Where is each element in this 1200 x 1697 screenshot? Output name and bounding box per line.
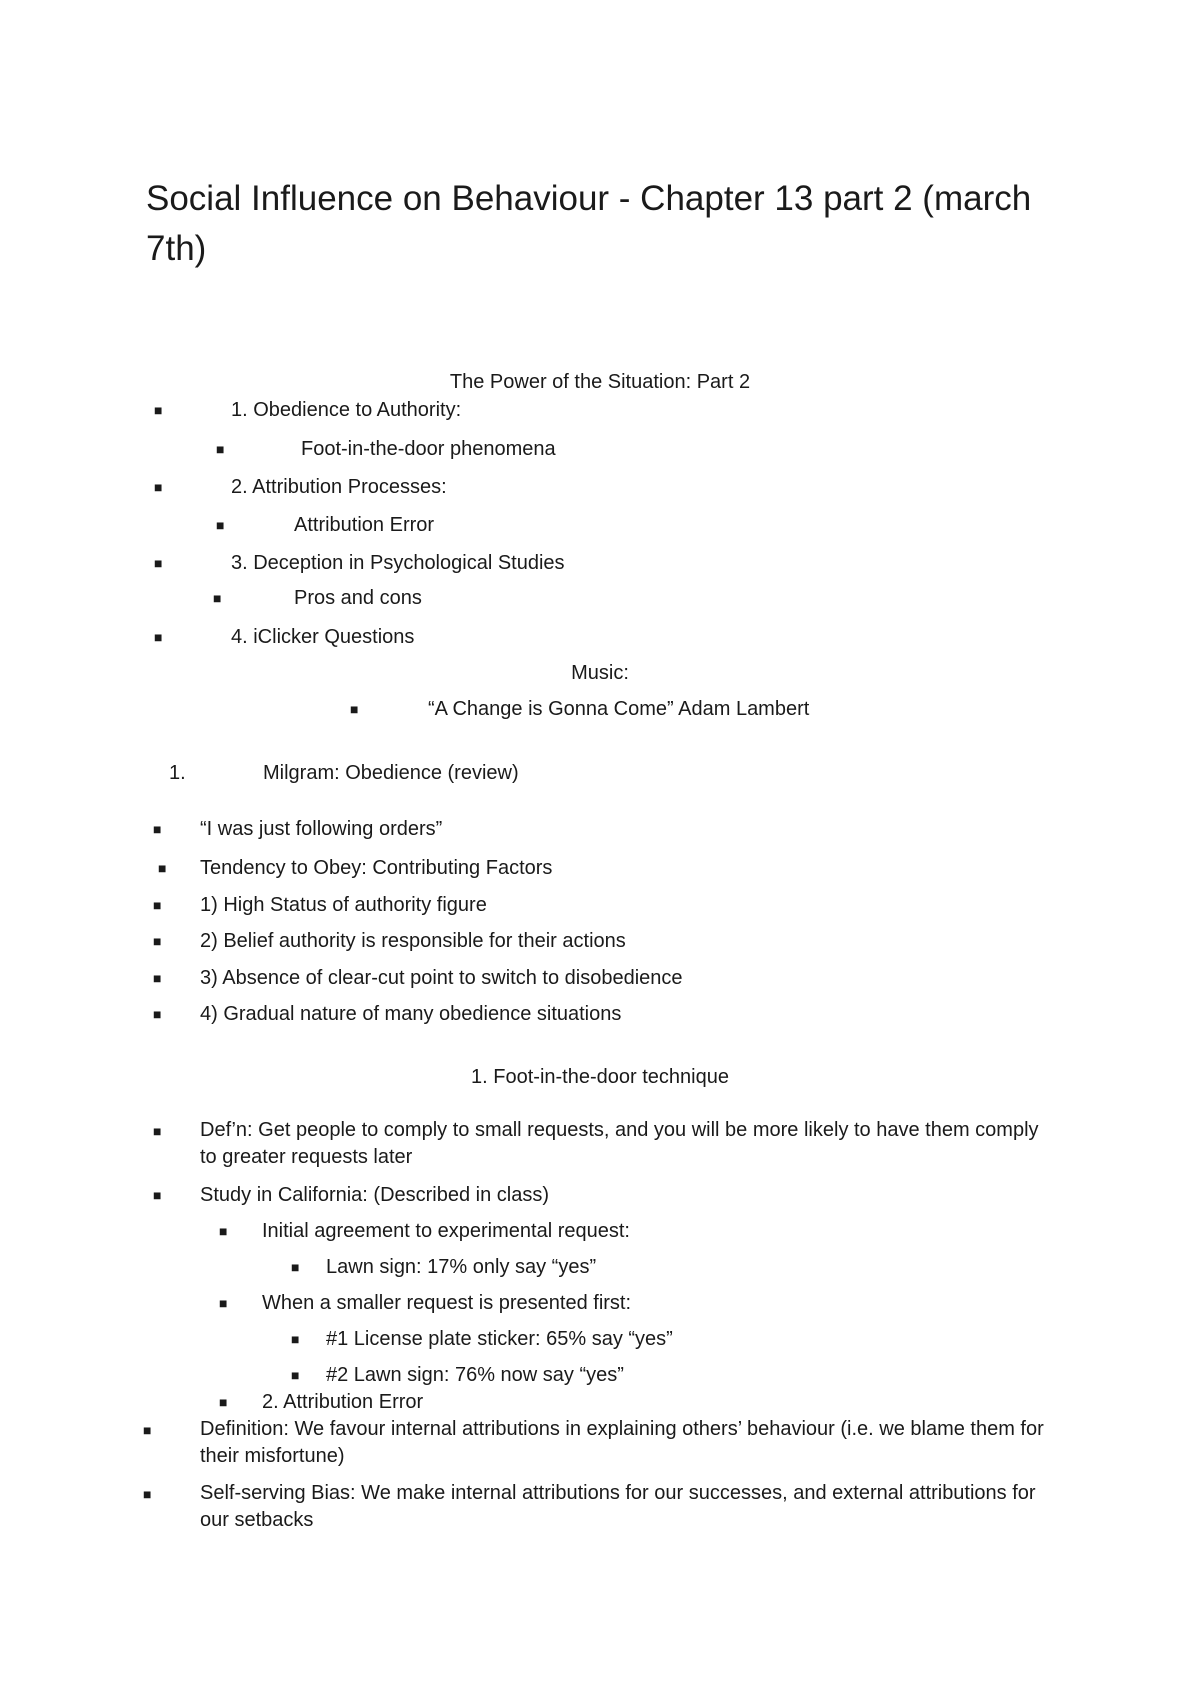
attribution-selfserving: Self-serving Bias: We make internal attributions for our successes, and external attributions for our setbacks — [200, 1482, 1036, 1531]
bullet-icon: ■ — [219, 1394, 228, 1410]
bullet-icon: ■ — [216, 441, 225, 457]
foot-lawn2: #2 Lawn sign: 76% now say “yes” — [326, 1364, 624, 1386]
milgram-item: “I was just following orders” — [200, 818, 443, 840]
foot-heading: 1. Foot-in-the-door technique — [471, 1066, 729, 1088]
bullet-icon: ■ — [291, 1331, 300, 1347]
page-title: Social Influence on Behaviour - Chapter 13 part 2 (march 7th) — [146, 179, 1032, 268]
music-song: “A Change is Gonna Come” Adam Lambert — [428, 698, 810, 720]
section-subtitle: The Power of the Situation: Part 2 — [449, 371, 751, 393]
bullet-icon: ■ — [350, 701, 359, 717]
bullet-icon: ■ — [291, 1367, 300, 1383]
foot-plate: #1 License plate sticker: 65% say “yes” — [326, 1328, 673, 1350]
outline-item: 1. Obedience to Authority: — [231, 399, 462, 421]
bullet-icon: ■ — [158, 860, 167, 876]
outline-item: 3. Deception in Psychological Studies — [231, 552, 565, 574]
bullet-icon: ■ — [153, 1123, 162, 1139]
bullet-icon: ■ — [143, 1486, 152, 1502]
bullet-icon: ■ — [154, 479, 163, 495]
milgram-item: 4) Gradual nature of many obedience situations — [200, 1003, 622, 1025]
bullet-icon: ■ — [154, 402, 163, 418]
milgram-item: 3) Absence of clear-cut point to switch to disobedience — [200, 967, 683, 989]
outline-subitem: Foot-in-the-door phenomena — [301, 438, 556, 460]
bullet-icon: ■ — [153, 970, 162, 986]
bullet-icon: ■ — [153, 1006, 162, 1022]
foot-initial: Initial agreement to experimental request: — [262, 1220, 630, 1242]
bullet-icon: ■ — [143, 1422, 152, 1438]
bullet-icon: ■ — [213, 590, 222, 606]
milgram-item: 1) High Status of authority figure — [200, 894, 487, 916]
foot-definition: Def’n: Get people to comply to small requests, and you will be more likely to have them comply to greater requests later — [200, 1119, 1039, 1168]
outline-subitem: Pros and cons — [294, 587, 422, 609]
bullet-icon: ■ — [153, 897, 162, 913]
bullet-icon: ■ — [219, 1223, 228, 1239]
milgram-heading: Milgram: Obedience (review) — [263, 762, 519, 784]
bullet-icon: ■ — [153, 821, 162, 837]
milgram-number: 1. — [169, 762, 186, 784]
bullet-icon: ■ — [291, 1259, 300, 1275]
milgram-item: 2) Belief authority is responsible for their actions — [200, 930, 626, 952]
attribution-heading: 2. Attribution Error — [262, 1391, 424, 1413]
attribution-definition: Definition: We favour internal attributions in explaining others’ behaviour (i.e. we blame them for their misfortune) — [200, 1418, 1044, 1467]
bullet-icon: ■ — [216, 517, 225, 533]
bullet-icon: ■ — [154, 629, 163, 645]
bullet-icon: ■ — [153, 933, 162, 949]
milgram-item: Tendency to Obey: Contributing Factors — [200, 857, 553, 879]
outline-item: 2. Attribution Processes: — [231, 476, 447, 498]
outline-item: 4. iClicker Questions — [231, 626, 415, 648]
foot-study: Study in California: (Described in class) — [200, 1184, 550, 1206]
bullet-icon: ■ — [153, 1187, 162, 1203]
foot-lawn1: Lawn sign: 17% only say “yes” — [326, 1256, 597, 1278]
music-label: Music: — [571, 662, 629, 684]
bullet-icon: ■ — [154, 555, 163, 571]
foot-smaller: When a smaller request is presented first: — [262, 1292, 632, 1314]
bullet-icon: ■ — [219, 1295, 228, 1311]
outline-subitem: Attribution Error — [294, 514, 435, 536]
